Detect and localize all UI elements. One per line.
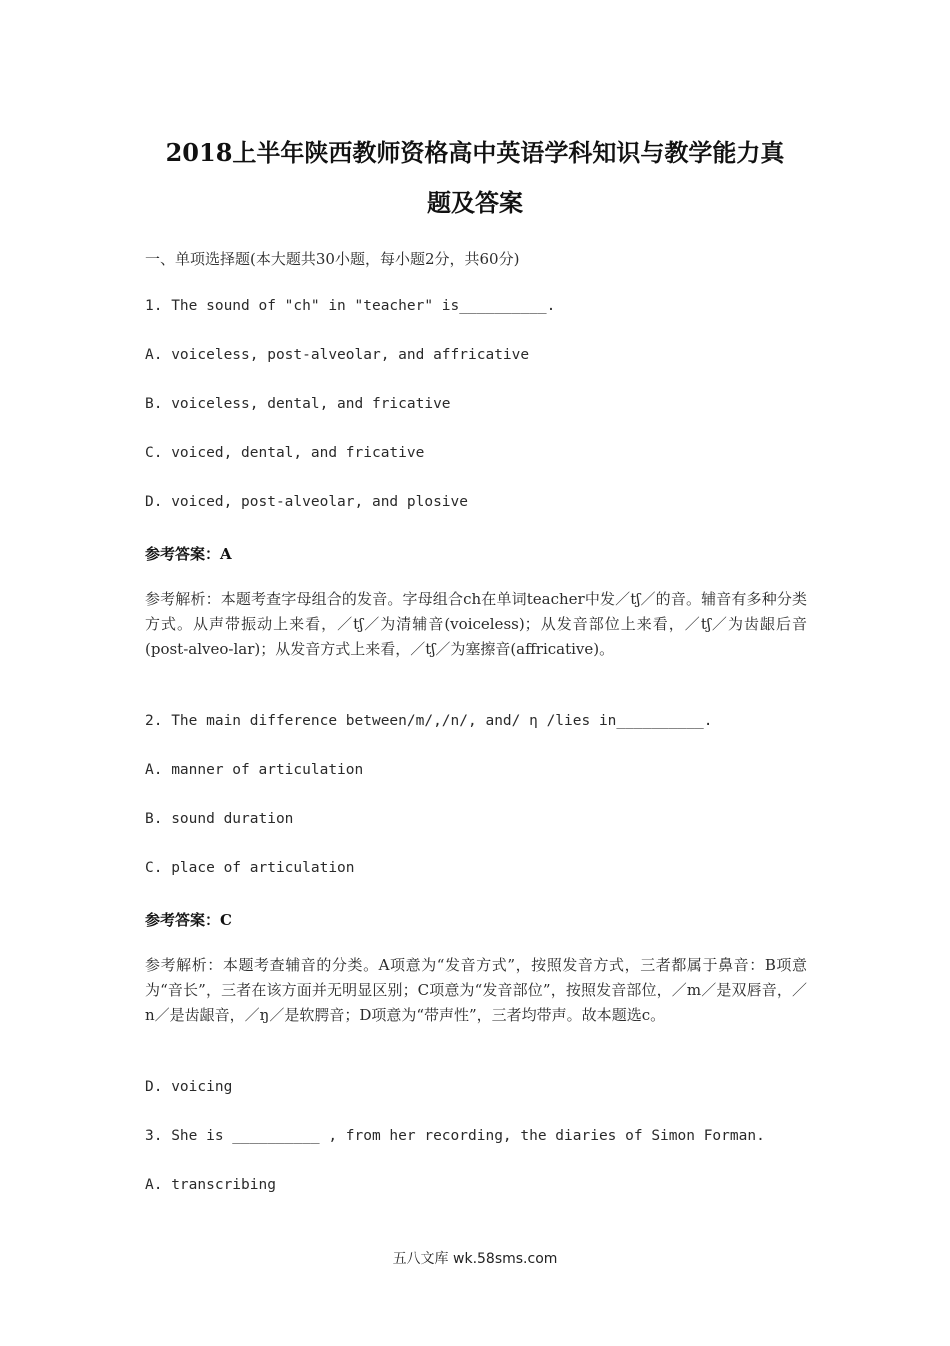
question-3-option-a: A. transcribing	[145, 1177, 276, 1193]
footer-watermark: 五八文库 wk.58sms.com	[392, 1251, 558, 1267]
question-1-option-a: A. voiceless, post-alveolar, and affricative	[145, 347, 530, 363]
question-1-analysis: 参考解析：本题考查字母组合的发音。字母组合ch在单词teacher中发／tʃ／的音。辅音有多种分类方式。从声带振动上来看，／tʃ／为清辅音(voiceless)；从发音部位上来看，／tʃ／为齿龈后音(post-alveo-lar)；从发音方式上来看，／tʃ／为塞擦音(affricative)。	[145, 590, 807, 658]
question-1-option-d: D. voiced, post-alveolar, and plosive	[145, 494, 469, 510]
question-2-option-b: B. sound duration	[145, 811, 294, 827]
question-2-option-d: D. voicing	[145, 1079, 233, 1095]
question-2-option-a: A. manner of articulation	[145, 762, 364, 778]
question-1-option-b: B. voiceless, dental, and fricative	[145, 396, 451, 412]
document-title-line-2: 题及答案	[427, 188, 523, 217]
section-heading: 一、单项选择题(本大题共30小题，每小题2分，共60分)	[145, 250, 520, 268]
question-2-answer: 参考答案：C	[145, 911, 232, 929]
question-2-option-c: C. place of articulation	[145, 860, 355, 876]
question-2-stem: 2. The main difference between/m/,/n/, and/ η /lies in__________.	[145, 713, 713, 729]
question-1-stem: 1. The sound of "ch" in "teacher" is__________.	[145, 298, 556, 314]
question-1-option-c: C. voiced, dental, and fricative	[145, 445, 425, 461]
question-3-stem: 3. She is __________ , from her recording, the diaries of Simon Forman.	[145, 1128, 765, 1144]
question-2-analysis: 参考解析：本题考查辅音的分类。A项意为“发音方式”，按照发音方式，三者都属于鼻音：B项意为“音长”，三者在该方面并无明显区别；C项意为“发音部位”，按照发音部位，／m／是双唇音，／n／是齿龈音，／ŋ／是软腭音；D项意为“带声性”，三者均带声。故本题选c。	[145, 956, 807, 1024]
document-title-line-1: 2018上半年陕西教师资格高中英语学科知识与教学能力真	[165, 138, 785, 167]
question-1-answer: 参考答案：A	[145, 545, 232, 563]
